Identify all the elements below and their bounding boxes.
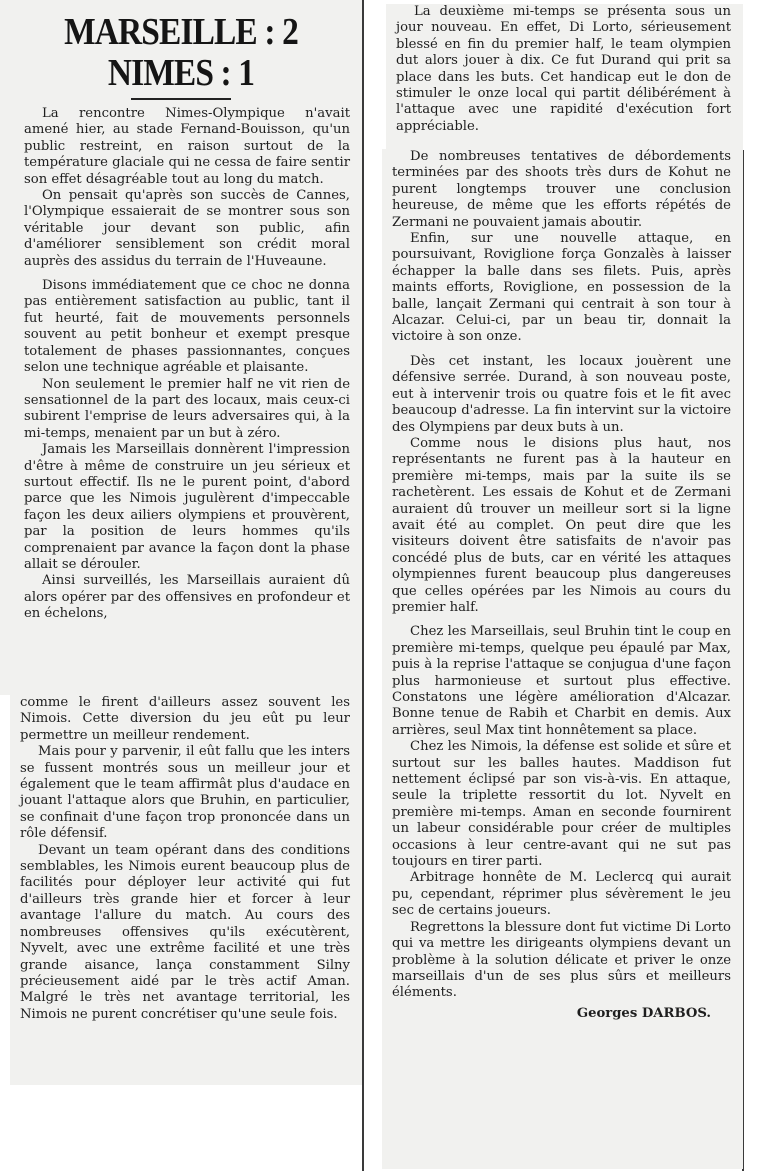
paragraph: Non seulement le premier half ne vit rien de sensationnel de la part des locaux, mais ceux-ci subirent l'emprise de leurs adversaires qui, à la mi-temps, menaient par un but à zéro.: [24, 376, 350, 441]
paragraph: Chez les Nimois, la défense est solide et sûre et surtout sur les balles hautes. Maddison fut nettement éclipsé par son vis-à-vis. En attaque, seule la triplette ressortit du lot. Nyvelt en première mi-temps. Aman en seconde fournirent un labeur considérable pour créer de multiples occasions à leur centre-avant qui ne sut pas toujours en tirer parti.: [392, 739, 731, 870]
right-bottom-body: [382, 149, 743, 1022]
paragraph: Enfin, sur une nouvelle attaque, en poursuivant, Roviglione força Gonzalès à laisser échapper la balle dans ses filets. Puis, après maints efforts, Roviglione, en possession de la balle, lançait Zermani qui centrait à son tour à Alcazar. Celui-ci, par un beau tir, donnait la victoire à son onze.: [392, 231, 731, 345]
paragraph: Ainsi surveillés, les Marseillais auraient dû alors opérer par des offensives en profondeur et en échelons,: [24, 573, 350, 622]
paragraph: La rencontre Nimes-Olympique n'avait amené hier, au stade Fernand-Bouisson, qu'un public restreint, en raison surtout de la température glaciale qui ne cessa de faire sentir son effet désagréable tout au long du match.: [24, 106, 350, 187]
paragraph: Comme nous le disions plus haut, nos représentants ne furent pas à la hauteur en première mi-temps, mais par la suite ils se rachetèrent. Les essais de Kohut et de Zermani auraient dû trouver un meilleur sort si la ligne avait été au complet. On peut dire que les visiteurs doivent être satisfaits de n'avoir pas concédé plus de buts, car en vérité les attaques olympiennes furent beaucoup plus dangereuses que celles opérées par les Nimois au cours du premier half.: [392, 435, 731, 615]
left-bottom-body: [10, 695, 362, 1023]
paragraph: Mais pour y parvenir, il eût fallu que les inters se fussent montrés sous un meilleur jour et également que le team affirmât plus d'audace en jouant l'attaque alors que Bruhin, en particulier, se confinait d'une façon trop prononcée dans un rôle défensif.: [20, 744, 350, 842]
right-top-body: [386, 4, 743, 135]
column-rule-left: [362, 0, 364, 1171]
headline-line-2: NIMES : 1: [107, 52, 255, 94]
paragraph: La deuxième mi-temps se présenta sous un jour nouveau. En effet, Di Lorto, sérieusement blessé en fin du premier half, le team olympien dut alors jouer à dix. Ce fut Durand qui prit sa place dans les buts. Cet handicap eut le don de stimuler le onze local qui partit délibérément à l'attaque avec une rapidité d'exécution fort appréciable.: [396, 4, 731, 134]
left-column-bottom: [10, 695, 362, 1085]
headline-line-1: MARSEILLE : 2: [64, 11, 298, 53]
paragraph: Chez les Marseillais, seul Bruhin tint le coup en première mi-temps, quelque peu épaulé par Max, puis à la reprise l'attaque se conjugua d'une façon plus harmonieuse et surtout plus effective. Constatons une légère amélioration d'Alcazar. Bonne tenue de Rabih et Charbit en demis. Aux arrières, seul Max tint honnêtement sa place.: [392, 624, 731, 738]
paragraph: Arbitrage honnête de M. Leclercq qui aurait pu, cependant, réprimer plus sévèrement le jeu sec de certains joueurs.: [392, 870, 731, 919]
paragraph: Disons immédiatement que ce choc ne donna pas entièrement satisfaction au public, tant il fut heurté, fait de mouvements personnels souvent au petit bonheur et exempt presque totalement de phases passionnantes, conçues selon une technique agréable et plaisante.: [24, 278, 350, 376]
right-column-top: [386, 4, 743, 149]
paragraph: On pensait qu'après son succès de Cannes, l'Olympique essaierait de se montrer sous son véritable jour devant son public, afin d'améliorer sensiblement son crédit moral auprès des assidus du terrain de l'Huveaune.: [24, 188, 350, 269]
left-top-body: [0, 106, 362, 623]
paragraph: comme le firent d'ailleurs assez souvent les Nimois. Cette diversion du jeu eût pu leur permettre un meilleur rendement.: [20, 695, 350, 743]
left-column-top: [0, 0, 362, 695]
paragraph: Devant un team opérant dans des conditions semblables, les Nimois eurent beaucoup plus de facilités pour déployer leur activité qui fut d'ailleurs très grande hier et forcer à leur avantage l'allure du match. Au cours des nombreuses offensives qu'ils exécutèrent, Nyvelt, avec une extrême facilité et une très grande aisance, lança constamment Silny précieusement aidé par le très actif Aman. Malgré le très net avantage territorial, les Nimois ne purent concrétiser qu'une seule fois.: [20, 842, 350, 1022]
paragraph: Regrettons la blessure dont fut victime Di Lorto qui va mettre les dirigeants olympiens devant un problème à la solution délicate et priver le onze marseillais d'un de ses plus sûrs et meilleurs éléments.: [392, 919, 731, 1001]
paragraph: Jamais les Marseillais donnèrent l'impression d'être à même de construire un jeu sérieux et surtout effectif. Ils ne le purent point, d'abord parce que les Nimois jugulèrent d'impeccable façon les deux ailiers olympiens et prouvèrent, par la position de leurs hommes qu'ils comprenaient par avance la façon dont la phase allait se dérouler.: [24, 442, 350, 572]
author-signature: Georges DARBOS.: [576, 1005, 711, 1021]
headline-divider: [131, 98, 231, 100]
headline-block: [0, 0, 362, 100]
right-column-bottom: [382, 149, 743, 1169]
paragraph: De nombreuses tentatives de débordements terminées par des shoots très durs de Kohut ne purent longtemps trouver une conclusion heureuse, de même que les efforts répétés de Zermani ne pouvaient jamais aboutir.: [392, 149, 731, 230]
paragraph: Dès cet instant, les locaux jouèrent une défensive serrée. Durand, à son nouveau poste, eut à intervenir trois ou quatre fois et le fit avec beaucoup d'adresse. La fin intervint sur la victoire des Olympiens par deux buts à un.: [392, 353, 731, 435]
